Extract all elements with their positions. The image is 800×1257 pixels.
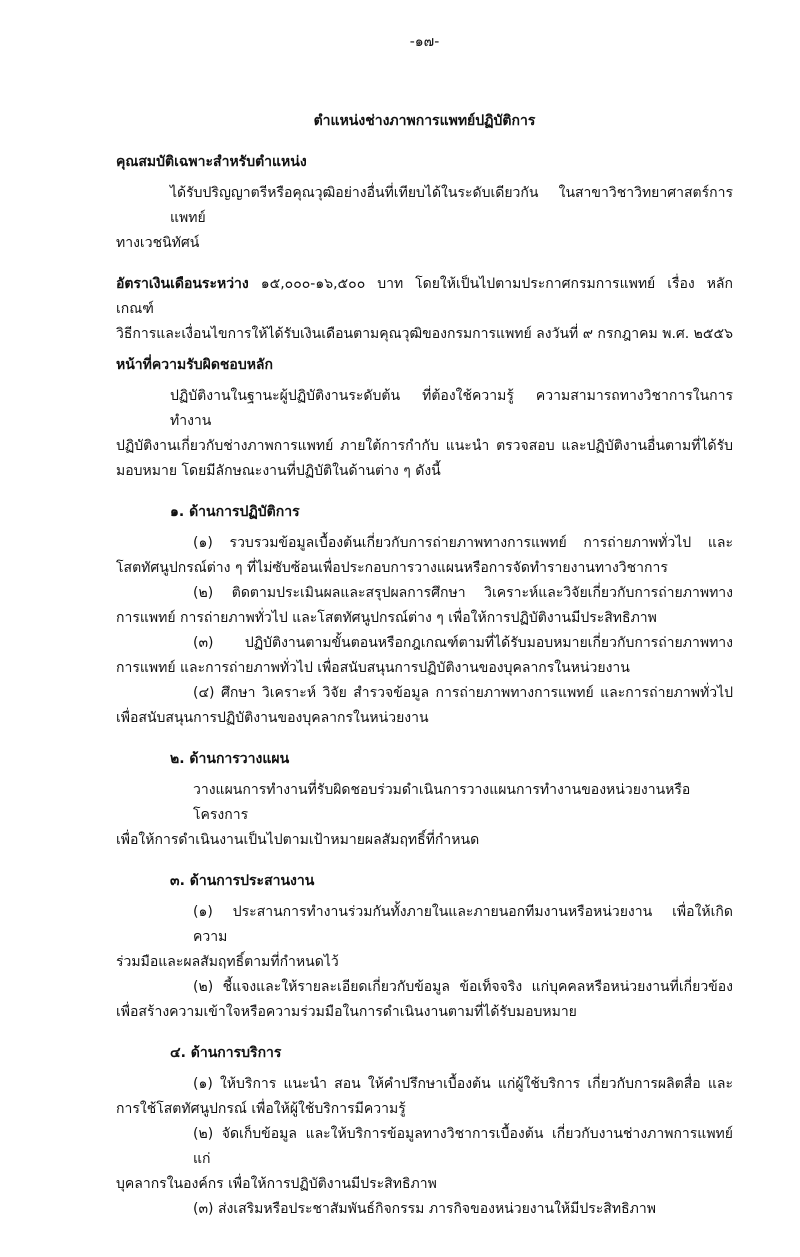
salary-line xyxy=(116,272,733,322)
salary-label: อัตราเงินเดือนระหว่าง xyxy=(116,276,249,292)
item-line: (๔) ศึกษา วิเคราะห์ วิจัย สำรวจข้อมูล การถ่ายภาพทางการแพทย์ และการถ่ายภาพทั่วไป xyxy=(193,685,733,701)
item-line: (๓) ปฏิบัติงานตามขั้นตอนหรือกฎเกณฑ์ตามที่ได้รับมอบหมายเกี่ยวกับการถ่ายภาพทาง xyxy=(193,635,733,651)
item-line: (๒) ติดตามประเมินผลและสรุปผลการศึกษา วิเคราะห์และวิจัยเกี่ยวกับการถ่ายภาพทาง xyxy=(193,585,733,601)
section-heading: ๔. ด้านการบริการ xyxy=(170,1045,282,1061)
duties-intro-line: ปฏิบัติงานในฐานะผู้ปฏิบัติงานระดับต้น ที่ต้องใช้ความรู้ ความสามารถทางวิชาการในการทำงาน xyxy=(170,388,733,429)
item-line: บุคลากรในองค์กร เพื่อให้การปฏิบัติงานมีประสิทธิภาพ xyxy=(116,1176,437,1192)
section-heading: ๑. ด้านการปฏิบัติการ xyxy=(170,504,300,520)
item-line: (๑) รวบรวมข้อมูลเบื้องต้นเกี่ยวกับการถ่ายภาพทางการแพทย์ การถ่ายภาพทั่วไป และ xyxy=(193,535,733,551)
item-line: (๑) ประสานการทำงานร่วมกันทั้งภายในและภายนอกทีมงานหรือหน่วยงาน เพื่อให้เกิดความ xyxy=(193,904,733,945)
salary-range: ๑๕,๐๐๐-๑๖,๕๐๐ บาท โดยให้เป็นไปตามประกาศกรมการแพทย์ เรื่อง หลักเกณฑ์ xyxy=(116,276,733,317)
duties-intro-line: ปฏิบัติงานเกี่ยวกับช่างภาพการแพทย์ ภายใต้การกำกับ แนะนำ ตรวจสอบ และปฏิบัติงานอื่นตามที่ได้รับ xyxy=(116,438,733,454)
qualifications-heading: คุณสมบัติเฉพาะสำหรับตำแหน่ง xyxy=(116,154,307,170)
item-line: เพื่อให้การดำเนินงานเป็นไปตามเป้าหมายผลสัมฤทธิ์ที่กำหนด xyxy=(116,832,480,848)
item-line: โสตทัศนูปกรณ์ต่าง ๆ ที่ไม่ซับซ้อนเพื่อประกอบการวางแผนหรือการจัดทำรายงานทางวิชาการ xyxy=(116,560,668,576)
qualifications-line: ทางเวชนิทัศน์ xyxy=(116,235,200,251)
qualifications-line: ได้รับปริญญาตรีหรือคุณวุฒิอย่างอื่นที่เทียบได้ในระดับเดียวกัน ในสาขาวิชาวิทยาศาสตร์การแพทย์ xyxy=(170,185,733,226)
item-line: (๒) ชี้แจงและให้รายละเอียดเกี่ยวกับข้อมูล ข้อเท็จจริง แก่บุคคลหรือหน่วยงานที่เกี่ยวข้อง xyxy=(193,979,733,995)
section-heading: ๓. ด้านการประสานงาน xyxy=(170,873,315,889)
page-title: ตำแหน่งช่างภาพการแพทย์ปฏิบัติการ xyxy=(313,113,536,129)
document-page xyxy=(116,0,733,1242)
duties-heading: หน้าที่ความรับผิดชอบหลัก xyxy=(116,357,273,373)
item-line: การใช้โสตทัศนูปกรณ์ เพื่อให้ผู้ใช้บริการมีความรู้ xyxy=(116,1101,406,1117)
item-line: (๒) จัดเก็บข้อมูล และให้บริการข้อมูลทางวิชาการเบื้องต้น เกี่ยวกับงานช่างภาพการแพทย์แก่ xyxy=(193,1126,733,1167)
item-line: เพื่อสนับสนุนการปฏิบัติงานของบุคลากรในหน่วยงาน xyxy=(116,710,429,726)
item-line: การแพทย์ และการถ่ายภาพทั่วไป เพื่อสนับสนุนการปฏิบัติงานของบุคลากรในหน่วยงาน xyxy=(116,660,630,676)
page-number: -๑๗- xyxy=(409,34,440,50)
item-line: (๓) ส่งเสริมหรือประชาสัมพันธ์กิจกรรม ภารกิจของหน่วยงานให้มีประสิทธิภาพ xyxy=(193,1201,656,1217)
item-line: การแพทย์ การถ่ายภาพทั่วไป และโสตทัศนูปกรณ์ต่าง ๆ เพื่อให้การปฏิบัติงานมีประสิทธิภาพ xyxy=(116,610,657,626)
salary-line: วิธีการและเงื่อนไขการให้ได้รับเงินเดือนตามคุณวุฒิของกรมการแพทย์ ลงวันที่ ๙ กรกฎาคม พ.ศ. ๒๕๕๖ xyxy=(116,326,733,342)
item-line: วางแผนการทำงานที่รับผิดชอบร่วมดำเนินการวางแผนการทำงานของหน่วยงานหรือโครงการ xyxy=(193,782,691,823)
item-line: เพื่อสร้างความเข้าใจหรือความร่วมมือในการดำเนินงานตามที่ได้รับมอบหมาย xyxy=(116,1004,577,1020)
duties-intro-line: มอบหมาย โดยมีลักษณะงานที่ปฏิบัติในด้านต่าง ๆ ดังนี้ xyxy=(116,463,441,479)
item-line: ร่วมมือและผลสัมฤทธิ์ตามที่กำหนดไว้ xyxy=(116,954,339,970)
section-heading: ๒. ด้านการวางแผน xyxy=(170,751,290,767)
item-line: (๑) ให้บริการ แนะนำ สอน ให้คำปรึกษาเบื้องต้น แก่ผู้ใช้บริการ เกี่ยวกับการผลิตสื่อ และ xyxy=(193,1076,733,1092)
